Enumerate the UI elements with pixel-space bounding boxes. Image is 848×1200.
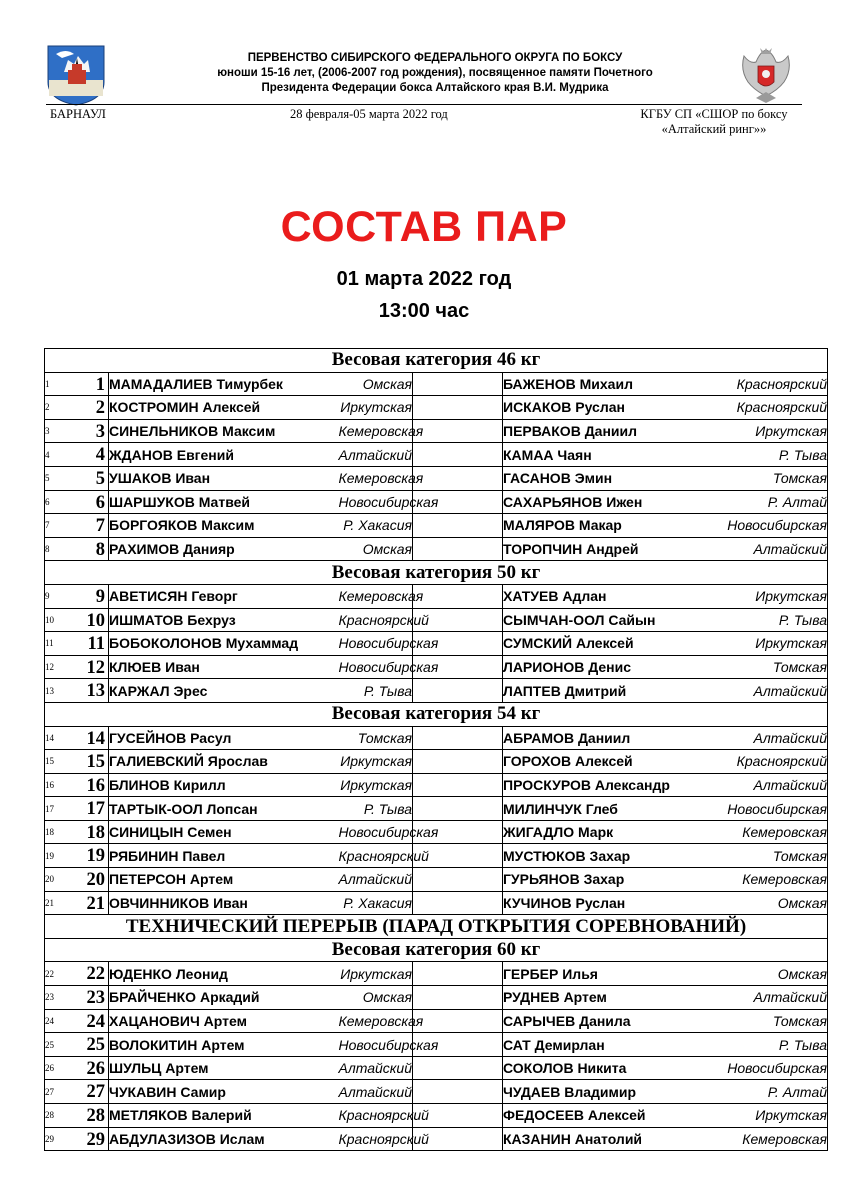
bout-number: 10 xyxy=(86,610,105,631)
barnaul-coat-of-arms-logo xyxy=(46,44,106,106)
category-row xyxy=(45,702,828,726)
blank-cell xyxy=(413,537,503,561)
blue-corner-region: Красноярский xyxy=(721,750,828,774)
blue-corner-name: САТ Демирлан xyxy=(503,1033,721,1057)
blank-cell xyxy=(413,868,503,892)
bout-row xyxy=(45,443,828,467)
blue-corner-region: Р. Тыва xyxy=(721,1033,828,1057)
blue-corner-region: Иркутская xyxy=(721,584,828,608)
red-corner-name: КАРЖАЛ Эрес xyxy=(109,679,339,703)
red-corner-name: БОБОКОЛОНОВ Мухаммад xyxy=(109,632,339,656)
bout-date: 01 марта 2022 год xyxy=(336,268,512,290)
blue-corner-name: КАМАА Чаян xyxy=(503,443,721,467)
blue-corner-name: БАЖЕНОВ Михаил xyxy=(503,372,721,396)
bout-number: 19 xyxy=(86,846,105,867)
blank-cell xyxy=(413,466,503,490)
red-corner-region: Красноярский xyxy=(339,1104,413,1128)
bout-index: 21 xyxy=(45,897,54,908)
red-corner-name: ШАРШУКОВ Матвей xyxy=(109,490,339,514)
blue-corner-region: Иркутская xyxy=(721,419,828,443)
red-corner-region: Омская xyxy=(339,986,413,1010)
event-header xyxy=(150,51,720,96)
red-corner-name: ЮДЕНКО Леонид xyxy=(109,962,339,986)
bout-number-cell xyxy=(45,797,109,821)
bout-index: 25 xyxy=(45,1039,54,1050)
bout-index: 23 xyxy=(45,992,54,1003)
bout-number: 4 xyxy=(95,445,105,466)
bout-number-cell xyxy=(45,820,109,844)
bout-row xyxy=(45,537,828,561)
bout-number: 25 xyxy=(86,1035,105,1056)
red-corner-name: ХАЦАНОВИЧ Артем xyxy=(109,1009,339,1033)
bout-number-cell xyxy=(45,396,109,420)
blue-corner-name: ХАТУЕВ Адлан xyxy=(503,584,721,608)
red-corner-region: Омская xyxy=(339,372,413,396)
blue-corner-name: СУМСКИЙ Алексей xyxy=(503,632,721,656)
red-corner-name: ГУСЕЙНОВ Расул xyxy=(109,726,339,750)
bout-row xyxy=(45,679,828,703)
bout-time: 13:00 час xyxy=(378,300,470,322)
blue-corner-name: ФЕДОСЕЕВ Алексей xyxy=(503,1104,721,1128)
bout-index: 19 xyxy=(45,850,54,861)
bout-number: 1 xyxy=(95,374,105,395)
bout-number-cell xyxy=(45,679,109,703)
bout-number-cell xyxy=(45,1033,109,1057)
red-corner-region: Р. Тыва xyxy=(339,679,413,703)
bout-number: 8 xyxy=(95,539,105,560)
red-corner-name: ИШМАТОВ Бехруз xyxy=(109,608,339,632)
blue-corner-name: ТОРОПЧИН Андрей xyxy=(503,537,721,561)
category-row xyxy=(45,561,828,585)
blue-corner-name: ГОРОХОВ Алексей xyxy=(503,750,721,774)
category-heading: Весовая категория 54 кг xyxy=(45,702,828,726)
blue-corner-region: Кемеровская xyxy=(721,1127,828,1151)
red-corner-region: Кемеровская xyxy=(339,1009,413,1033)
red-corner-region: Р. Хакасия xyxy=(339,891,413,915)
blue-corner-name: ПРОСКУРОВ Александр xyxy=(503,773,721,797)
bout-number: 23 xyxy=(86,988,105,1009)
bout-row xyxy=(45,419,828,443)
red-corner-name: РАХИМОВ Данияр xyxy=(109,537,339,561)
red-corner-region: Новосибирская xyxy=(339,820,413,844)
bout-index: 2 xyxy=(45,402,50,413)
red-corner-region: Красноярский xyxy=(339,844,413,868)
red-corner-region: Иркутская xyxy=(339,396,413,420)
red-corner-region: Новосибирская xyxy=(339,1033,413,1057)
bout-index: 27 xyxy=(45,1086,54,1097)
blue-corner-region: Алтайский xyxy=(721,773,828,797)
red-corner-name: ТАРТЫК-ООЛ Лопсан xyxy=(109,797,339,821)
bout-number-cell xyxy=(45,514,109,538)
blank-cell xyxy=(413,891,503,915)
bout-row xyxy=(45,1056,828,1080)
red-corner-name: ЖДАНОВ Евгений xyxy=(109,443,339,467)
blue-corner-name: АБРАМОВ Даниил xyxy=(503,726,721,750)
blue-corner-name: ЛАРИОНОВ Денис xyxy=(503,655,721,679)
bout-index: 3 xyxy=(45,426,50,437)
blank-cell xyxy=(413,419,503,443)
bout-index: 15 xyxy=(45,756,54,767)
blue-corner-name: КАЗАНИН Анатолий xyxy=(503,1127,721,1151)
bout-row xyxy=(45,1127,828,1151)
bout-number: 9 xyxy=(95,586,105,607)
bout-number: 22 xyxy=(86,964,105,985)
blank-cell xyxy=(413,1009,503,1033)
bout-number-cell xyxy=(45,986,109,1010)
red-corner-name: РЯБИНИН Павел xyxy=(109,844,339,868)
blue-corner-name: РУДНЕВ Артем xyxy=(503,986,721,1010)
blank-cell xyxy=(413,396,503,420)
red-corner-name: КЛЮЕВ Иван xyxy=(109,655,339,679)
bout-number-cell xyxy=(45,773,109,797)
blank-cell xyxy=(413,962,503,986)
red-corner-region: Алтайский xyxy=(339,443,413,467)
blank-cell xyxy=(413,443,503,467)
blank-cell xyxy=(413,584,503,608)
bout-row xyxy=(45,466,828,490)
red-corner-region: Красноярский xyxy=(339,1127,413,1151)
red-corner-name: МЕТЛЯКОВ Валерий xyxy=(109,1104,339,1128)
blank-cell xyxy=(413,797,503,821)
blue-corner-name: ПЕРВАКОВ Даниил xyxy=(503,419,721,443)
red-corner-region: Алтайский xyxy=(339,1080,413,1104)
bout-row xyxy=(45,655,828,679)
bout-row xyxy=(45,490,828,514)
bout-index: 9 xyxy=(45,591,50,602)
bout-number: 5 xyxy=(95,468,105,489)
red-corner-region: Томская xyxy=(339,726,413,750)
blue-corner-region: Омская xyxy=(721,962,828,986)
header-line-3: Президента Федерации бокса Алтайского края В.И. Мудрика xyxy=(261,82,609,94)
category-row xyxy=(45,938,828,962)
bout-number-cell xyxy=(45,844,109,868)
category-row xyxy=(45,915,828,939)
blue-corner-name: МАЛЯРОВ Макар xyxy=(503,514,721,538)
bout-number-cell xyxy=(45,1080,109,1104)
bout-row xyxy=(45,986,828,1010)
blue-corner-region: Кемеровская xyxy=(721,820,828,844)
russian-eagle-emblem-logo xyxy=(738,46,794,104)
bout-number-cell xyxy=(45,962,109,986)
header-divider xyxy=(46,104,802,105)
blue-corner-region: Алтайский xyxy=(721,679,828,703)
bout-number: 29 xyxy=(86,1129,105,1150)
bout-number: 12 xyxy=(86,657,105,678)
bout-row xyxy=(45,1104,828,1128)
red-corner-name: ЧУКАВИН Самир xyxy=(109,1080,339,1104)
bout-row xyxy=(45,1009,828,1033)
bout-number-cell xyxy=(45,608,109,632)
bout-row xyxy=(45,820,828,844)
red-corner-region: Кемеровская xyxy=(339,466,413,490)
blue-corner-name: САРЫЧЕВ Данила xyxy=(503,1009,721,1033)
red-corner-name: ГАЛИЕВСКИЙ Ярослав xyxy=(109,750,339,774)
category-row xyxy=(45,349,828,373)
red-corner-name: ШУЛЬЦ Артем xyxy=(109,1056,339,1080)
red-corner-region: Кемеровская xyxy=(339,584,413,608)
bout-number: 14 xyxy=(86,728,105,749)
bout-number-cell xyxy=(45,891,109,915)
blue-corner-region: Новосибирская xyxy=(721,1056,828,1080)
blank-cell xyxy=(413,514,503,538)
bout-index: 22 xyxy=(45,968,54,979)
blue-corner-name: МИЛИНЧУК Глеб xyxy=(503,797,721,821)
blue-corner-region: Томская xyxy=(721,655,828,679)
red-corner-region: Красноярский xyxy=(339,608,413,632)
red-corner-region: Новосибирская xyxy=(339,655,413,679)
bout-row xyxy=(45,514,828,538)
blue-corner-region: Алтайский xyxy=(721,986,828,1010)
bout-row xyxy=(45,773,828,797)
category-heading: Весовая категория 46 кг xyxy=(45,349,828,373)
red-corner-region: Омская xyxy=(339,537,413,561)
bout-number: 17 xyxy=(86,799,105,820)
bout-index: 18 xyxy=(45,827,54,838)
bout-index: 17 xyxy=(45,803,54,814)
bout-number: 26 xyxy=(86,1058,105,1079)
red-corner-region: Алтайский xyxy=(339,868,413,892)
bout-index: 28 xyxy=(45,1110,54,1121)
bout-number: 16 xyxy=(86,775,105,796)
red-corner-name: КОСТРОМИН Алексей xyxy=(109,396,339,420)
header-line-1: ПЕРВЕНСТВО СИБИРСКОГО ФЕДЕРАЛЬНОГО ОКРУГА ПО БОКСУ xyxy=(247,52,623,64)
blue-corner-region: Р. Тыва xyxy=(721,443,828,467)
red-corner-region: Иркутская xyxy=(339,773,413,797)
bout-number-cell xyxy=(45,584,109,608)
red-corner-name: ОВЧИННИКОВ Иван xyxy=(109,891,339,915)
city-label: БАРНАУЛ xyxy=(50,107,106,121)
bout-index: 1 xyxy=(45,378,50,389)
red-corner-region: Новосибирская xyxy=(339,632,413,656)
bout-index: 13 xyxy=(45,685,54,696)
blank-cell xyxy=(413,1080,503,1104)
bout-number: 21 xyxy=(86,893,105,914)
blue-corner-region: Новосибирская xyxy=(721,514,828,538)
bout-number-cell xyxy=(45,1009,109,1033)
bout-number-cell xyxy=(45,466,109,490)
blue-corner-region: Красноярский xyxy=(721,396,828,420)
red-corner-region: Р. Тыва xyxy=(339,797,413,821)
bout-number-cell xyxy=(45,868,109,892)
bout-number-cell xyxy=(45,372,109,396)
blank-cell xyxy=(413,679,503,703)
bout-number-cell xyxy=(45,655,109,679)
bout-number: 18 xyxy=(86,822,105,843)
bout-row xyxy=(45,372,828,396)
bout-row xyxy=(45,726,828,750)
blue-corner-region: Томская xyxy=(721,1009,828,1033)
bout-row xyxy=(45,1080,828,1104)
bout-number: 28 xyxy=(86,1106,105,1126)
bout-number-cell xyxy=(45,632,109,656)
red-corner-name: СИНИЦЫН Семен xyxy=(109,820,339,844)
blank-cell xyxy=(413,726,503,750)
bout-index: 20 xyxy=(45,874,54,885)
bout-index: 4 xyxy=(45,449,50,460)
bout-number: 2 xyxy=(95,398,105,419)
blue-corner-name: ГЕРБЕР Илья xyxy=(503,962,721,986)
bout-number-cell xyxy=(45,726,109,750)
blue-corner-region: Р. Алтай xyxy=(721,490,828,514)
organizer-line-1: КГБУ СП «СШОР по боксу xyxy=(640,107,788,121)
bout-number-cell xyxy=(45,490,109,514)
blue-corner-name: ГАСАНОВ Эмин xyxy=(503,466,721,490)
bout-number: 24 xyxy=(86,1011,105,1032)
blue-corner-region: Иркутская xyxy=(721,1104,828,1128)
bout-number: 3 xyxy=(95,421,105,442)
bout-row xyxy=(45,1033,828,1057)
blue-corner-name: ЛАПТЕВ Дмитрий xyxy=(503,679,721,703)
blue-corner-region: Иркутская xyxy=(721,632,828,656)
bout-number: 15 xyxy=(86,752,105,773)
blue-corner-region: Р. Тыва xyxy=(721,608,828,632)
bout-row xyxy=(45,584,828,608)
bout-row xyxy=(45,868,828,892)
red-corner-name: БРАЙЧЕНКО Аркадий xyxy=(109,986,339,1010)
bout-number: 11 xyxy=(87,634,105,655)
bout-index: 26 xyxy=(45,1063,54,1074)
bout-number-cell xyxy=(45,537,109,561)
blue-corner-region: Красноярский xyxy=(721,372,828,396)
bout-row xyxy=(45,608,828,632)
red-corner-name: ПЕТЕРСОН Артем xyxy=(109,868,339,892)
blue-corner-name: ГУРЬЯНОВ Захар xyxy=(503,868,721,892)
bout-row xyxy=(45,750,828,774)
category-heading: Весовая категория 50 кг xyxy=(45,561,828,585)
red-corner-name: БОРГОЯКОВ Максим xyxy=(109,514,339,538)
blue-corner-region: Омская xyxy=(721,891,828,915)
blue-corner-region: Алтайский xyxy=(721,537,828,561)
bout-number-cell xyxy=(45,750,109,774)
bout-row xyxy=(45,962,828,986)
blue-corner-name: ЖИГАДЛО Марк xyxy=(503,820,721,844)
bout-row xyxy=(45,844,828,868)
bout-index: 8 xyxy=(45,544,50,555)
red-corner-region: Кемеровская xyxy=(339,419,413,443)
blank-cell xyxy=(413,750,503,774)
pairings-table xyxy=(44,348,827,1151)
bout-index: 11 xyxy=(45,638,54,649)
blue-corner-region: Новосибирская xyxy=(721,797,828,821)
bout-number-cell xyxy=(45,419,109,443)
blue-corner-region: Р. Алтай xyxy=(721,1080,828,1104)
bout-index: 24 xyxy=(45,1015,54,1026)
bout-number-cell xyxy=(45,443,109,467)
bout-index: 16 xyxy=(45,779,54,790)
bout-number: 27 xyxy=(86,1082,105,1103)
blue-corner-name: ЧУДАЕВ Владимир xyxy=(503,1080,721,1104)
blue-corner-name: СОКОЛОВ Никита xyxy=(503,1056,721,1080)
bout-number: 6 xyxy=(95,492,105,513)
page-title: СОСТАВ ПАР xyxy=(280,203,568,251)
bout-number-cell xyxy=(45,1056,109,1080)
bout-number-cell xyxy=(45,1127,109,1151)
bout-index: 6 xyxy=(45,496,50,507)
bout-number: 7 xyxy=(95,516,105,537)
bout-row xyxy=(45,632,828,656)
blue-corner-region: Томская xyxy=(721,466,828,490)
red-corner-name: МАМАДАЛИЕВ Тимурбек xyxy=(109,372,339,396)
red-corner-name: БЛИНОВ Кирилл xyxy=(109,773,339,797)
red-corner-region: Алтайский xyxy=(339,1056,413,1080)
pairings-grid xyxy=(44,348,828,1151)
bout-index: 5 xyxy=(45,473,50,484)
bout-row xyxy=(45,396,828,420)
blank-cell xyxy=(413,1056,503,1080)
bout-index: 29 xyxy=(45,1133,54,1144)
bout-index: 7 xyxy=(45,520,50,531)
red-corner-name: УШАКОВ Иван xyxy=(109,466,339,490)
red-corner-name: ВОЛОКИТИН Артем xyxy=(109,1033,339,1057)
organizer-line-2: «Алтайский ринг»» xyxy=(661,122,767,136)
red-corner-name: АБДУЛАЗИЗОВ Ислам xyxy=(109,1127,339,1151)
blank-cell xyxy=(413,986,503,1010)
event-dates: 28 февраля-05 марта 2022 год xyxy=(290,107,448,121)
blue-corner-region: Кемеровская xyxy=(721,868,828,892)
bout-number: 13 xyxy=(86,681,105,702)
bout-row xyxy=(45,797,828,821)
bout-index: 14 xyxy=(45,732,54,743)
red-corner-name: СИНЕЛЬНИКОВ Максим xyxy=(109,419,339,443)
bout-number-cell xyxy=(45,1104,109,1128)
red-corner-region: Новосибирская xyxy=(339,490,413,514)
red-corner-region: Иркутская xyxy=(339,962,413,986)
blank-cell xyxy=(413,773,503,797)
blue-corner-name: КУЧИНОВ Руслан xyxy=(503,891,721,915)
blank-cell xyxy=(413,372,503,396)
blue-corner-region: Алтайский xyxy=(721,726,828,750)
bout-row xyxy=(45,891,828,915)
header-line-2: юноши 15-16 лет, (2006-2007 год рождения), посвященное памяти Почетного xyxy=(217,67,653,79)
blue-corner-region: Томская xyxy=(721,844,828,868)
blue-corner-name: ИСКАКОВ Руслан xyxy=(503,396,721,420)
blue-corner-name: САХАРЬЯНОВ Ижен xyxy=(503,490,721,514)
red-corner-region: Р. Хакасия xyxy=(339,514,413,538)
organizer xyxy=(622,107,806,137)
bout-number: 20 xyxy=(86,870,105,891)
bout-index: 10 xyxy=(45,614,54,625)
bout-index: 12 xyxy=(45,662,54,673)
red-corner-region: Иркутская xyxy=(339,750,413,774)
category-heading: ТЕХНИЧЕСКИЙ ПЕРЕРЫВ (ПАРАД ОТКРЫТИЯ СОРЕВНОВАНИЙ) xyxy=(45,915,828,939)
red-corner-name: АВЕТИСЯН Геворг xyxy=(109,584,339,608)
category-heading: Весовая категория 60 кг xyxy=(45,938,828,962)
blue-corner-name: МУСТЮКОВ Захар xyxy=(503,844,721,868)
blue-corner-name: СЫМЧАН-ООЛ Сайын xyxy=(503,608,721,632)
